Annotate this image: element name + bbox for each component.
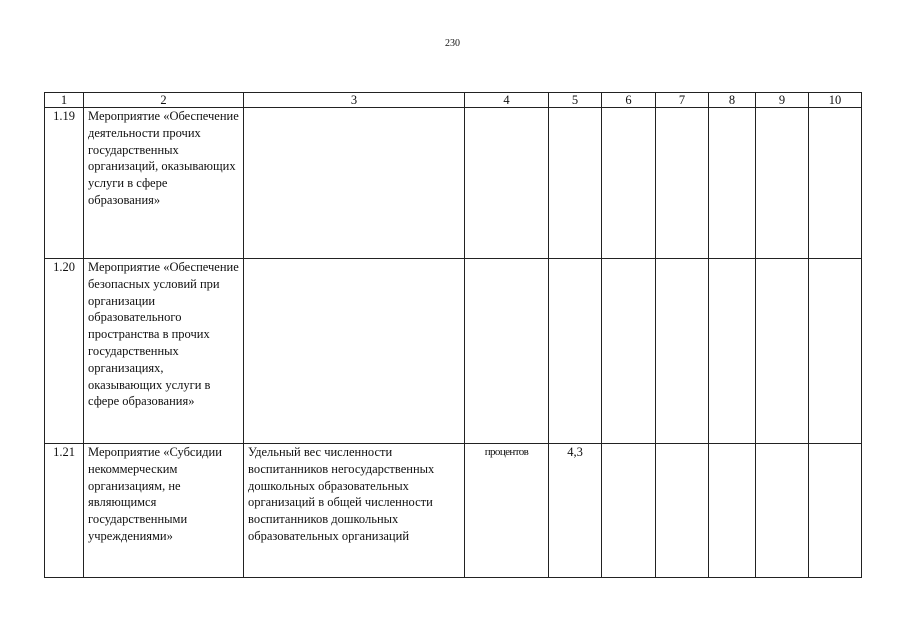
event-cell: Мероприятие «Субсидии некоммерческим организациям, не являющимся государственными учреждениями» <box>84 444 244 578</box>
empty-cell <box>756 444 809 578</box>
empty-cell <box>656 259 709 444</box>
column-header: 5 <box>549 93 602 108</box>
empty-cell <box>602 444 656 578</box>
empty-cell <box>809 444 862 578</box>
column-header: 2 <box>84 93 244 108</box>
row-number: 1.20 <box>45 259 84 444</box>
column-header: 1 <box>45 93 84 108</box>
column-header: 6 <box>602 93 656 108</box>
empty-cell <box>809 108 862 259</box>
empty-cell <box>709 108 756 259</box>
empty-cell <box>656 108 709 259</box>
empty-cell <box>709 259 756 444</box>
indicator-cell: Удельный вес численности воспитанников негосударственных дошкольных образовательных организаций в общей численности воспитанников дошкольных образовательных организаций <box>244 444 465 578</box>
empty-cell <box>756 259 809 444</box>
indicator-cell <box>244 108 465 259</box>
empty-cell <box>809 259 862 444</box>
value-cell <box>549 108 602 259</box>
unit-cell <box>465 259 549 444</box>
row-number: 1.21 <box>45 444 84 578</box>
indicator-table <box>44 92 862 578</box>
row-number: 1.19 <box>45 108 84 259</box>
page-number: 230 <box>445 38 460 49</box>
empty-cell <box>602 259 656 444</box>
value-cell <box>549 259 602 444</box>
table-row <box>45 259 862 444</box>
event-cell: Мероприятие «Обеспечение деятельности прочих государственных организаций, оказывающих услуги в сфере образования» <box>84 108 244 259</box>
column-header: 9 <box>756 93 809 108</box>
indicator-cell <box>244 259 465 444</box>
empty-cell <box>602 108 656 259</box>
empty-cell <box>709 444 756 578</box>
table-row <box>45 444 862 578</box>
table-header-row <box>45 93 862 108</box>
event-cell: Мероприятие «Обеспечение безопасных условий при организации образовательного пространства в прочих государственных организациях, оказывающих услуги в сфере образования» <box>84 259 244 444</box>
column-header: 7 <box>656 93 709 108</box>
unit-cell: процентов <box>465 444 549 578</box>
empty-cell <box>756 108 809 259</box>
column-header: 8 <box>709 93 756 108</box>
column-header: 4 <box>465 93 549 108</box>
unit-cell <box>465 108 549 259</box>
column-header: 10 <box>809 93 862 108</box>
value-cell: 4,3 <box>549 444 602 578</box>
empty-cell <box>656 444 709 578</box>
column-header: 3 <box>244 93 465 108</box>
table-row <box>45 108 862 259</box>
